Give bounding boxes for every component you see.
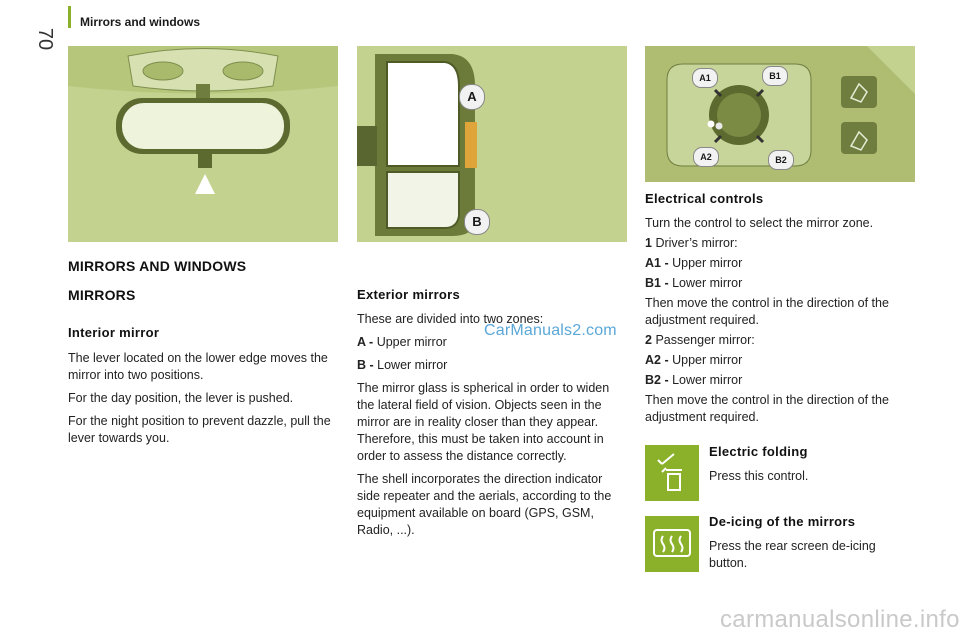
driver-num: 1 bbox=[645, 236, 652, 250]
zone-item bbox=[357, 357, 627, 374]
label-b1-marker: B1 bbox=[762, 66, 788, 86]
label-b2-marker: B2 bbox=[768, 150, 794, 170]
electrical-controls-heading: Electrical controls bbox=[645, 191, 764, 206]
passenger-text: Passenger mirror: bbox=[655, 333, 755, 347]
passenger-num: 2 bbox=[645, 333, 652, 347]
mirrors-title: MIRRORS bbox=[68, 287, 136, 303]
watermark-top: CarManuals2.com bbox=[484, 322, 617, 339]
deicing-control-badge bbox=[645, 516, 699, 572]
section-title: Mirrors and windows bbox=[80, 15, 201, 29]
passenger-mirror bbox=[645, 332, 915, 349]
zone-key: A2 - bbox=[645, 353, 669, 367]
adjust-instruction: Then move the control in the direction of the adjustment required. bbox=[645, 296, 889, 327]
exterior-mirror-illustration bbox=[357, 46, 627, 242]
deicing-heading: De-icing of the mirrors bbox=[709, 514, 856, 529]
zone-key: A1 - bbox=[645, 256, 669, 270]
interior-mirror-illustration bbox=[68, 46, 338, 242]
label-a2-marker: A2 bbox=[693, 147, 719, 167]
driver-zone bbox=[645, 255, 915, 272]
watermark-bottom: carmanualsonline.info bbox=[720, 606, 960, 633]
electrical-intro: Turn the control to select the mirror zone. bbox=[645, 216, 874, 230]
label-a-marker: A bbox=[459, 84, 485, 110]
electric-folding-text: Press this control. bbox=[709, 469, 809, 483]
deicing-text: Press the rear screen de-icing button. bbox=[709, 539, 876, 570]
mirror-heating-icon bbox=[651, 526, 693, 562]
exterior-paragraph: The mirror glass is spherical in order to widen the lateral field of vision. Objects seen in the mirror are in reality closer than they appear. Therefore, this must be taken into account in order to assess the distance correctly. bbox=[357, 381, 610, 463]
label-a1-marker: A1 bbox=[692, 68, 718, 88]
exterior-mirrors-heading: Exterior mirrors bbox=[357, 287, 461, 302]
zone-key: A - bbox=[357, 335, 374, 349]
mirror-fold-icon bbox=[652, 450, 692, 496]
interior-paragraph: For the night position to prevent dazzle, pull the lever towards you. bbox=[68, 414, 331, 445]
interior-paragraph: The lever located on the lower edge moves the mirror into two positions. bbox=[68, 351, 328, 382]
electrical-controls-text bbox=[645, 215, 915, 432]
interior-paragraph: For the day position, the lever is pushed. bbox=[68, 391, 294, 405]
interior-mirror-heading: Interior mirror bbox=[68, 325, 160, 340]
adjust-instruction: Then move the control in the direction of the adjustment required. bbox=[645, 393, 889, 424]
passenger-zone bbox=[645, 352, 915, 369]
exterior-paragraph: The shell incorporates the direction indicator side repeater and the aerials, according to the equipment available on board (GPS, GSM, Radio, ...). bbox=[357, 472, 612, 537]
label-b-marker: B bbox=[464, 209, 490, 235]
folding-control-badge bbox=[645, 445, 699, 501]
zone-text: Lower mirror bbox=[672, 276, 743, 290]
driver-zone bbox=[645, 275, 915, 292]
main-title: MIRRORS AND WINDOWS bbox=[68, 258, 247, 274]
zone-text: Upper mirror bbox=[376, 335, 447, 349]
zone-text: Upper mirror bbox=[672, 353, 743, 367]
zone-text: Lower mirror bbox=[377, 358, 448, 372]
zone-key: B1 - bbox=[645, 276, 669, 290]
interior-mirror-text bbox=[68, 350, 338, 453]
zone-key: B2 - bbox=[645, 373, 669, 387]
header-accent-bar bbox=[68, 6, 71, 28]
exterior-mirrors-text bbox=[357, 311, 627, 545]
passenger-zone bbox=[645, 372, 915, 389]
exterior-intro: These are divided into two zones: bbox=[357, 312, 544, 326]
driver-mirror bbox=[645, 235, 915, 252]
driver-text: Driver’s mirror: bbox=[655, 236, 738, 250]
page-number: 70 bbox=[34, 27, 56, 51]
electric-folding-heading: Electric folding bbox=[709, 444, 808, 459]
zone-key: B - bbox=[357, 358, 374, 372]
zone-text: Lower mirror bbox=[672, 373, 743, 387]
zone-text: Upper mirror bbox=[672, 256, 743, 270]
